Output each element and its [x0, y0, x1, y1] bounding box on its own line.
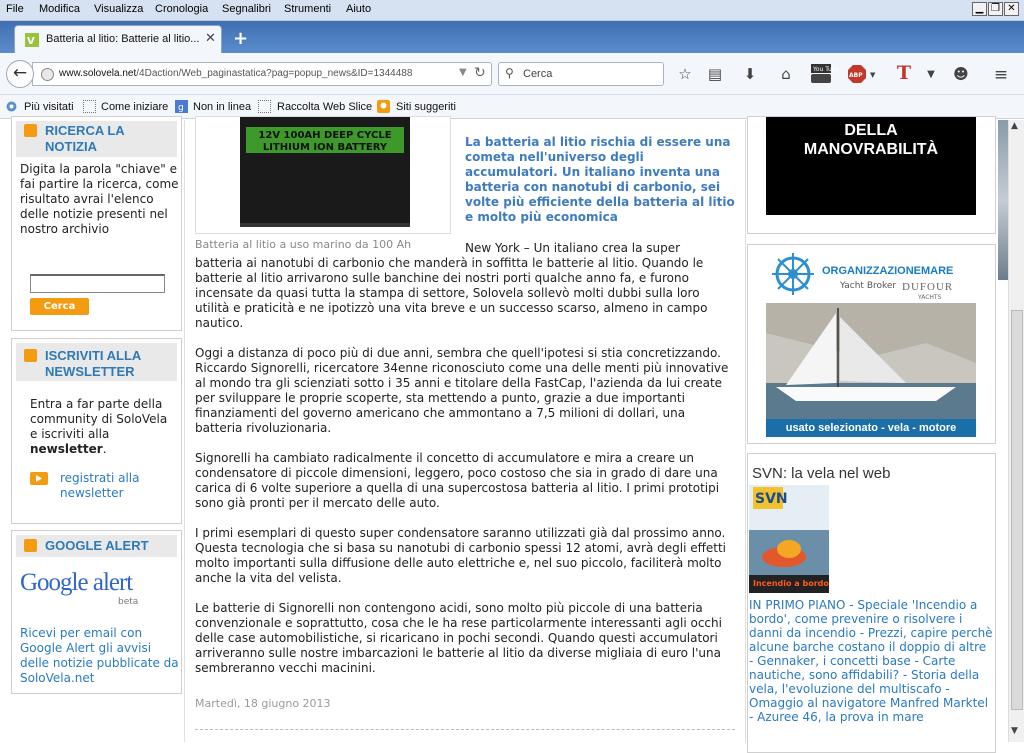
svn-magazine-cover[interactable] [749, 485, 829, 593]
menu-segnalibri[interactable]: Segnalibri [222, 3, 271, 15]
keyword-search-input[interactable] [30, 274, 165, 293]
reading-list-icon[interactable]: ▤ [707, 65, 723, 83]
bookmark-non-in-linea[interactable]: Non in linea [193, 101, 252, 113]
newsletter-text [30, 397, 170, 457]
page-content [0, 120, 1008, 742]
orange-square-icon [24, 124, 37, 137]
youtube-icon[interactable] [810, 64, 840, 84]
newsletter-title: ISCRIVITI ALLA NEWSLETTER [45, 348, 141, 379]
dashed-divider [195, 729, 735, 730]
manovrabilita-banner[interactable] [766, 117, 976, 215]
article-date: Martedì, 18 giugno 2013 [195, 697, 331, 710]
banner-line-2: MANOVRABILITÀ [803, 141, 939, 158]
google-bookmark-icon [175, 100, 188, 113]
article-paragraph-4: I primi esemplari di questo super condensatore saranno utilizzati già dal prossimo anno. Questa tecnologia che si basa su nanotubi di carbonio spessi 12 atomi, avrà degli effetti molto importanti sulla diffusione delle auto elettriche e, nel suo piccolo, faciliterà molto anche la vita del velista. [195, 526, 727, 585]
globe-icon [41, 68, 54, 81]
article-paragraph-5: Le batterie di Signorelli non contengono acidi, sono molto più piccole di una batteria convenzionale e soprattutto, cosa che le ha rese particolarmente interessanti agli occhi delle case automobilistiche, si ricaricano in pochi secondi. Quando questi accumulatori arriveranno sulle nostre imbarcazioni le batterie al litio da diverse migliaia di euro l'una sembreranno vecchi macinini. [195, 601, 722, 675]
typography-t-icon[interactable]: T [896, 62, 912, 84]
google-alert-logo-text: Google alert [20, 569, 133, 596]
svn-cover-logo: SVN [755, 491, 788, 507]
new-tab-icon[interactable]: + [233, 28, 249, 49]
search-placeholder: Cerca [523, 68, 553, 80]
back-button[interactable] [6, 60, 34, 88]
svn-title: SVN: la vela nel web [752, 465, 891, 482]
newsletter-text-part: Entra a far parte della community di SoloVela e iscriviti alla [30, 397, 168, 441]
orange-square-icon [24, 349, 37, 362]
tab-active[interactable] [14, 25, 222, 53]
play-arrow-icon [30, 472, 48, 485]
search-news-box [11, 116, 182, 331]
back-arrow-icon: ← [12, 63, 28, 83]
tab-close-icon[interactable]: ✕ [205, 31, 216, 46]
bookmark-siti-suggeriti[interactable]: Siti suggeriti [396, 101, 456, 113]
bookmark-come-iniziare[interactable]: Come iniziare [101, 101, 169, 113]
restore-icon[interactable]: ❐ [988, 2, 1003, 16]
gear-bookmark-icon [5, 100, 18, 113]
scrollbar[interactable] [1008, 120, 1024, 742]
solovela-favicon-icon [25, 33, 39, 47]
newsletter-text-bold: newsletter [30, 442, 103, 456]
svn-highlights-link[interactable]: IN PRIMO PIANO - Speciale 'Incendio a bordo', come prevenire o risolvere i danni da incendio - Prezzi, capire perchè alcune barche costano il doppio di altre - Gennaker, i concetti base - Carte nautiche, sono affidabili? - Storia della vela, l'evoluzione del multiscafo - Omaggio al navigatore Manfred Marktel - Azuree 46, la prova in mare [749, 598, 993, 724]
ad-banner-box [747, 244, 996, 444]
url-domain: www.solovela.net [59, 68, 137, 79]
yacht-broker-label: Yacht Broker [840, 281, 897, 291]
page-bookmark-icon [258, 100, 271, 113]
svn-box [747, 453, 996, 753]
article-image-frame [195, 116, 451, 234]
google-alert-logo [20, 569, 132, 597]
scroll-up-icon[interactable]: ▲ [1011, 121, 1018, 131]
chevron-down-icon[interactable]: ▼ [927, 69, 935, 80]
column-divider [184, 120, 185, 742]
yachts-label: YACHTS [918, 294, 942, 301]
svg-text:▼: ▼ [870, 71, 876, 79]
partial-side-image [998, 120, 1008, 280]
newsletter-box [11, 338, 182, 524]
svg-text:V: V [27, 36, 35, 47]
search-box-title: RICERCA LA NOTIZIA [45, 123, 125, 154]
menu-visualizza[interactable]: Visualizza [94, 3, 144, 15]
adblock-icon-text: ABP [849, 72, 863, 79]
close-window-icon[interactable]: ✕ [1004, 2, 1019, 16]
dufour-logo: DUFOUR [902, 281, 954, 293]
page-bookmark-icon [83, 100, 96, 113]
article-paragraph-2: Oggi a distanza di poco più di due anni, sembra che quell'ipotesi si stia concretizzando. Riccardo Signorelli, ricercatore 34enne riconosciuto come una delle menti più innovative al mondo tra gli scienziati sotto i 35 anni e titolare della FastCap, l'azienda da lui create per sviluppare le proprie scoperte, sta mettendo a punto, grazie a due importanti finanziamenti del governo americano che ammontano a 7,5 milioni di dollari, una batteria rivoluzionaria. [195, 346, 729, 435]
menu-aiuto[interactable]: Aiuto [346, 3, 372, 15]
bulb-bookmark-icon [377, 100, 390, 113]
tab-title: Batteria al litio: Batterie al litio... [46, 33, 200, 45]
home-icon[interactable]: ⌂ [781, 65, 791, 83]
chat-face-icon[interactable]: ☻ [953, 65, 969, 83]
banner-line-1: DELLA [844, 122, 898, 139]
url-text [59, 68, 412, 79]
menu-modifica[interactable]: Modifica [39, 3, 80, 15]
ship-wheel-icon [770, 251, 816, 297]
url-bar[interactable] [32, 62, 492, 86]
article-p1-first-line: New York – Un italiano crea la super [465, 241, 681, 255]
minimize-icon[interactable]: ▁ [972, 2, 987, 16]
menu-file[interactable]: File [6, 3, 24, 15]
search-box-text: Digita la parola "chiave" e fai partire la ricerca, come risultato avrai l'elenco delle notizie presenti nel nostro archivio [20, 162, 179, 236]
scroll-thumb[interactable] [1011, 310, 1023, 710]
search-icon: ⚲ [505, 66, 514, 80]
bookmark-piu-visitati[interactable]: Più visitati [24, 101, 74, 113]
menu-strumenti[interactable]: Strumenti [284, 3, 332, 15]
google-alert-title: GOOGLE ALERT [45, 538, 149, 553]
bookmark-star-icon[interactable]: ☆ [678, 65, 692, 83]
organizzazione-mare-brand: ORGANIZZAZIONEMARE [822, 265, 954, 277]
sailboat-photo [766, 303, 976, 419]
orange-square-icon [24, 539, 37, 552]
column-divider [745, 120, 746, 742]
bookmark-raccolta-web-slice[interactable]: Raccolta Web Slice [277, 101, 373, 113]
svg-text:g: g [178, 103, 184, 113]
newsletter-text-part: . [102, 442, 107, 456]
battery-label-line2: LITHIUM ION BATTERY [262, 142, 388, 153]
article-paragraph-1: batteria ai nanotubi di carbonio che manderà in soffitta le batterie al litio. Quando le batterie al litio arrivarono sulle banchine dei nostri porti qualche anno fa, e furono incensate da quasi tutta la stampa di settore, Solovela sollevò molti dubbi sulla loro utilità e praticità e ne ipotizzò una vita breve e un successo scarso, almeno in campo nautico. [195, 256, 708, 330]
menu-cronologia[interactable]: Cronologia [155, 3, 209, 15]
search-cerca-button[interactable]: Cerca [30, 298, 89, 315]
beta-label: beta [118, 597, 139, 607]
article-paragraph-3: Signorelli ha cambiato radicalmente il concetto di accumulatore e mira a creare un condensatore di piccole dimensioni, leggero, poco costoso che sia in grado di dare una carica di 6 volte superiore a quella di una supercostosa batteria al litio. I primi prototipi sono già pronti per il mercato delle auto. [195, 451, 720, 510]
download-icon[interactable]: ⬇ [743, 65, 757, 83]
youtube-icon-text: You Tube [813, 66, 840, 73]
url-path: /4Daction/Web_paginastatica?pag=popup_news&ID=1344488 [136, 68, 413, 79]
scroll-down-icon[interactable]: ▼ [1011, 726, 1018, 736]
article-lead: La batteria al litio rischia di essere una cometa nell'universo degli accumulatori. Un italiano inventa una batteria con nanotubi di carbonio, sei volte più efficiente della batteria al litio e molto più economica [465, 135, 735, 224]
search-field[interactable] [498, 62, 664, 86]
ad-banner-box [747, 116, 996, 234]
google-alert-link[interactable]: Ricevi per email con Google Alert gli avvisi delle notizie pubblicate da SoloVela.net [20, 626, 179, 685]
dropdown-arrow-icon[interactable]: ▼ [459, 67, 467, 78]
organizzazione-mare-banner[interactable] [766, 249, 976, 437]
svn-cover-text: Incendio a bordo [753, 579, 829, 588]
reload-icon[interactable]: ↻ [474, 65, 486, 81]
image-caption: Batteria al litio a uso marino da 100 Ah [195, 238, 412, 251]
battery-image [196, 117, 452, 235]
battery-label-line1: 12V 100AH DEEP CYCLE [258, 130, 392, 141]
banner-footer: usato selezionato - vela - motore [766, 419, 976, 437]
adblock-icon[interactable] [848, 65, 878, 83]
newsletter-register-link[interactable]: registrati alla newsletter [60, 471, 140, 500]
menu-bar [0, 0, 1024, 21]
google-alert-box [11, 530, 182, 694]
hamburger-menu-icon[interactable]: ≡ [993, 65, 1009, 85]
